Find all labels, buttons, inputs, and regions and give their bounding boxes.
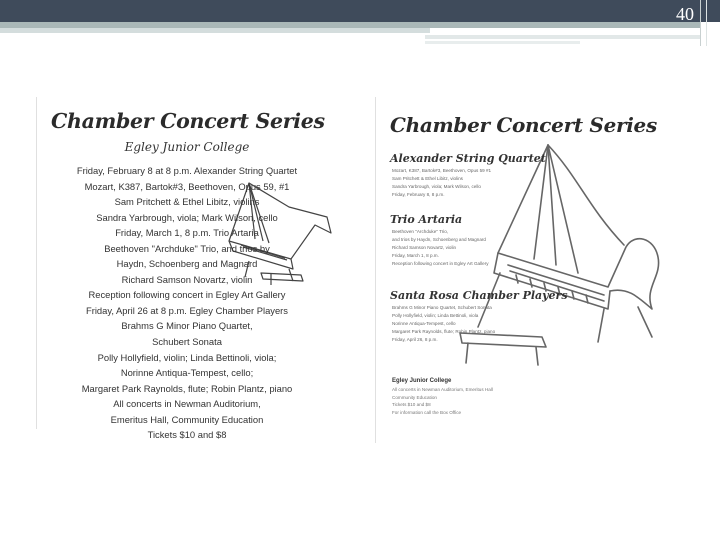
detail-line: Friday, February 8, 8 p.m. bbox=[392, 192, 445, 197]
concert-details bbox=[37, 163, 337, 443]
detail-line: Polly Hollyfield, violin; Linda Bettinoli, viola; bbox=[97, 351, 277, 363]
detail-line: Mozart, K387, Bartok#3, Beethoven, Opus 59 #1 bbox=[392, 168, 492, 173]
detail-line: All concerts in Newman Auditorium, bbox=[113, 398, 261, 410]
header-accent-stripe-light bbox=[0, 28, 430, 33]
detail-line: Polly Hollyfield, violin; Linda Bettinoli, viola bbox=[392, 313, 479, 318]
section-details bbox=[392, 304, 495, 344]
detail-line: Margaret Park Raynolds, flute; Robin Plantz, piano bbox=[392, 329, 496, 334]
footer-line: Tickets $10 and $8 bbox=[392, 402, 431, 407]
header-divider bbox=[700, 0, 701, 46]
detail-line: Friday, April 26 at 8 p.m. Egley Chamber Players bbox=[86, 304, 288, 316]
flyer-centered-layout bbox=[36, 97, 337, 441]
detail-line: Haydn, Schoenberg and Magnard bbox=[116, 258, 258, 270]
footer-line: Community Education bbox=[392, 394, 437, 400]
detail-line: Beethoven "Archduke" Trio, and trios by bbox=[104, 242, 270, 254]
section-details bbox=[392, 167, 491, 199]
section-title: Alexander String Quartet bbox=[390, 152, 546, 165]
detail-line: Emeritus Hall, Community Education bbox=[110, 413, 264, 425]
detail-line: Schubert Sonata bbox=[152, 336, 222, 348]
detail-line: Norinne Antiqua-Tempest, cello; bbox=[120, 367, 254, 379]
detail-line: Brahms G Minor Piano Quartet, bbox=[121, 320, 253, 332]
detail-line: Friday, February 8 at 8 p.m. Alexander String Quartet bbox=[76, 165, 298, 176]
detail-line: Reception following concert in Egley Art Gallery bbox=[392, 261, 489, 266]
page-number: 40 bbox=[676, 4, 694, 24]
detail-line: Sam Pritchett & Ethel Libitz, violins bbox=[392, 176, 463, 181]
footer-college-name: Egley Junior College bbox=[392, 378, 452, 384]
section-details bbox=[392, 228, 489, 268]
detail-line: Sam Pritchett & Ethel Libitz, violins bbox=[114, 196, 260, 208]
detail-line: Richard Samson Novartz, violin bbox=[392, 245, 457, 250]
flyer-footer bbox=[392, 377, 493, 416]
detail-line: Norinne Antiqua-Tempest, cello bbox=[392, 321, 456, 326]
detail-line: Mozart, K387, Bartok#3, Beethoven, Opus 59, #1 bbox=[84, 180, 290, 192]
section-title: Santa Rosa Chamber Players bbox=[390, 289, 568, 302]
flyer-college-name: Egley Junior College bbox=[124, 140, 250, 154]
footer-line: All concerts in Newman Auditorium, Emeritus Hall bbox=[392, 387, 493, 392]
detail-line: Tickets $10 and $8 bbox=[147, 429, 227, 441]
detail-line: Sandra Yarbrough, viola; Mark Wilson, cello bbox=[96, 211, 278, 223]
detail-line: Reception following concert in Egley Art Gallery bbox=[88, 289, 286, 301]
detail-line: Margaret Park Raynolds, flute; Robin Plantz, piano bbox=[81, 382, 293, 394]
detail-line: Brahms G Minor Piano Quartet, Schubert Sonata bbox=[392, 305, 492, 310]
detail-line: Friday, April 26, 8 p.m. bbox=[392, 337, 438, 342]
flyer-title: Chamber Concert Series bbox=[390, 113, 657, 137]
detail-line: Friday, March 1, 8 p.m. Trio Artaria bbox=[115, 227, 259, 239]
header-accent-line-short bbox=[425, 41, 580, 44]
header-divider-light bbox=[706, 0, 707, 46]
flyer-title: Chamber Concert Series bbox=[51, 109, 325, 133]
header-accent-line bbox=[425, 35, 700, 39]
flyer-sectioned-layout bbox=[375, 97, 672, 443]
detail-line: Sandra Yarbrough, viola; Mark Wilson, cello bbox=[392, 184, 481, 189]
section-title: Trio Artaria bbox=[390, 213, 463, 226]
detail-line: and trios by Haydn, Schoenberg and Magnard bbox=[392, 237, 486, 242]
slide-header-bar bbox=[0, 0, 720, 22]
footer-line: For information call the Box Office bbox=[392, 409, 462, 415]
detail-line: Richard Samson Novartz, violin bbox=[121, 273, 253, 285]
detail-line: Beethoven "Archduke" Trio, bbox=[392, 229, 449, 234]
detail-line: Friday, March 1, 8 p.m. bbox=[392, 253, 439, 258]
